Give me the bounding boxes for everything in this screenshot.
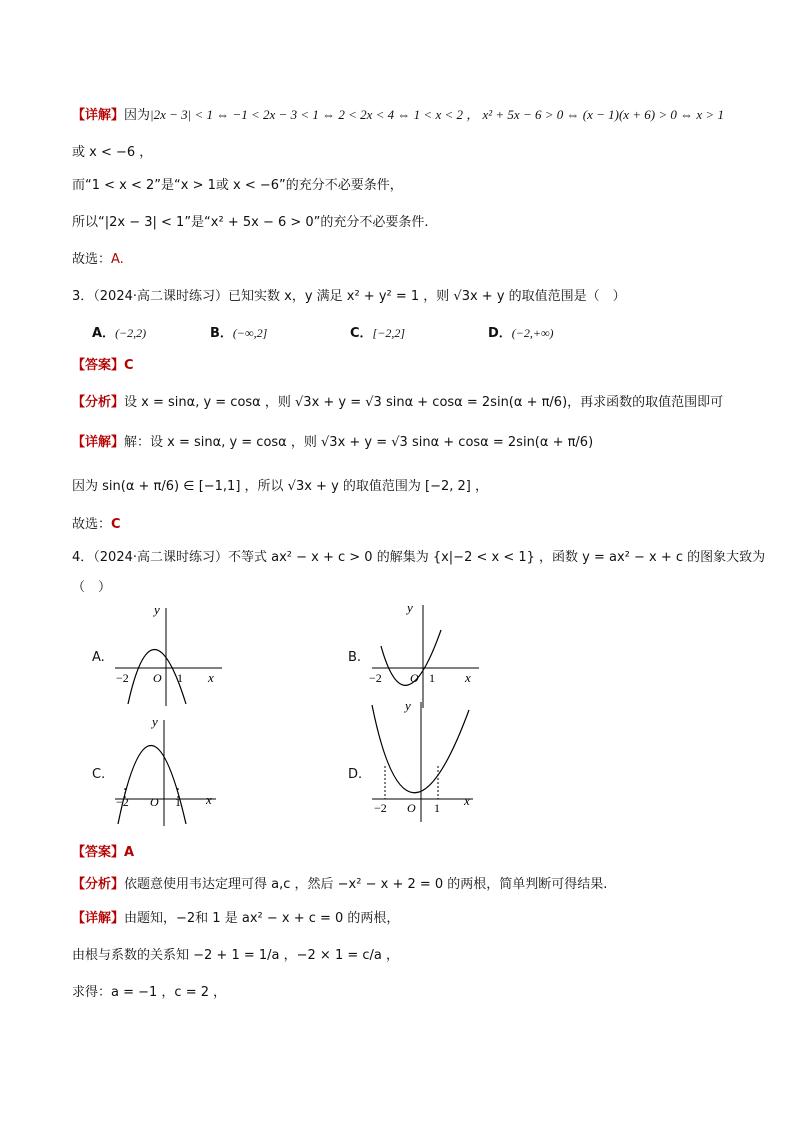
q4-stem-paren: （ ） [72,580,112,595]
q4-graph-c [110,712,222,827]
choose-answer: A. [111,252,124,267]
q3-option-a-label: A． [92,326,116,341]
q3-answer: C [124,358,134,373]
q4-fenxi [72,875,607,895]
x-label: x [465,670,471,685]
fenxi-tag: 【分析】 [72,395,125,410]
q2-line-4: 所以“|2x − 3| < 1”是“x² + 5x − 6 > 0”的充分不必要条件. [72,215,429,230]
q3-option-d-label: D． [488,326,512,341]
q3-option-b-label: B． [210,326,233,341]
q4-stem: 4．（2024·高二课时练习）不等式 ax² − x + c > 0 的解集为 {x|−2 < x < 1} ，函数 y = ax² − x + c 的图象大致为 [72,550,766,565]
q2-line-3: 而“1 < x < 2”是“x > 1或 x < −6”的充分不必要条件， [72,178,403,193]
q3-option-c [350,323,405,344]
q2-line-1 [72,105,724,126]
origin-label: O [153,671,162,685]
y-label: y [405,700,411,713]
q4-option-b-label: B. [348,650,362,665]
q4-graph-b [367,600,487,710]
q3-fenxi [72,393,723,413]
tick-1: 1 [434,801,440,815]
q3-option-b-value: (−∞,2] [232,326,268,340]
q3-option-a [92,323,146,344]
q3-option-c-value: [−2,2] [372,326,405,340]
xiangjie-tag: 【详解】 [72,435,125,450]
q2-line-2: 或 x < −6 ， [72,145,153,160]
q2-math-1: |2x − 3| < 1 ⇔ −1 < 2x − 3 < 1 ⇔ 2 < 2x < 4 ⇔ 1 < x < 2 ， x² + 5x − 6 > 0 ⇔ (x − 1)(x + 6) > 0 ⇔ x > 1 [150,107,724,122]
q3-option-a-value: (−2,2) [115,326,147,340]
q4-fenxi-text: 依题意使用韦达定理可得 a,c ，然后 −x² − x + 2 = 0 的两根，简单判断可得结果. [124,877,608,892]
xiangjie-tag: 【详解】 [72,108,125,123]
y-label: y [152,714,158,729]
tick-1: 1 [177,671,183,685]
q4-option-d-label: D. [348,767,363,782]
origin-label: O [407,801,416,815]
parabola [118,746,186,825]
origin-label: O [410,671,419,685]
xiangjie-tag: 【详解】 [72,911,125,926]
tick-minus-2: −2 [369,671,382,685]
q3-fenxi-tail: ，再求函数的取值范围即可 [567,395,724,410]
q4-option-a-label: A. [92,650,105,665]
q3-xiangjie [72,433,593,453]
choose-prefix: 故选： [72,252,112,267]
q4-result: 求得：a = −1 ，c = 2 ， [72,985,227,1000]
q3-option-b [210,323,267,344]
q4-answer: A [124,845,135,860]
q4-answer-line [72,843,134,863]
q3-stem: 3．（2024·高二课时练习）已知实数 x，y 满足 x² + y² = 1 ，则 √3x + y 的取值范围是（ ） [72,289,626,304]
tick-1: 1 [175,795,181,809]
q4-option-c-label: C. [92,767,106,782]
q3-answer-line [72,356,134,376]
x-label: x [208,670,214,685]
q3-fenxi-math: 设 x = sinα, y = cosα ，则 √3x + y = √3 sinα + cosα = 2sin(α + π/6) [124,395,568,410]
q4-graph-a [110,600,230,710]
q3-option-d [488,323,554,344]
y-label: y [154,602,160,617]
daan-tag: 【答案】 [72,845,125,860]
q3-option-d-value: (−2,+∞) [511,326,554,340]
daan-tag: 【答案】 [72,358,125,373]
x-label: x [464,793,470,808]
q2-because: 因为 [124,108,151,123]
x-label: x [206,792,212,807]
origin-label: O [150,795,159,809]
q4-xiangjie-text: 由题知，−2和 1 是 ax² − x + c = 0 的两根， [124,911,400,926]
fenxi-tag: 【分析】 [72,877,125,892]
choose-answer: C [111,517,121,532]
q3-choose [72,515,121,535]
y-label: y [407,600,413,615]
q4-graph-d [367,700,482,825]
q3-because: 因为 sin(α + π/6) ∈ [−1,1] ，所以 √3x + y 的取值范围为 [−2, 2] ， [72,479,489,494]
q3-option-c-label: C． [350,326,373,341]
tick-1: 1 [429,671,435,685]
q4-vieta: 由根与系数的关系知 −2 + 1 = 1/a ，−2 × 1 = c/a ， [72,948,400,963]
q4-xiangjie [72,909,399,929]
tick-minus-2: −2 [116,795,129,809]
tick-minus-2: −2 [116,671,129,685]
tick-minus-2: −2 [374,801,387,815]
choose-prefix: 故选： [72,517,112,532]
q2-choose [72,250,124,270]
q3-xiangjie-text: 解：设 x = sinα, y = cosα ，则 √3x + y = √3 sinα + cosα = 2sin(α + π/6) [124,435,594,450]
